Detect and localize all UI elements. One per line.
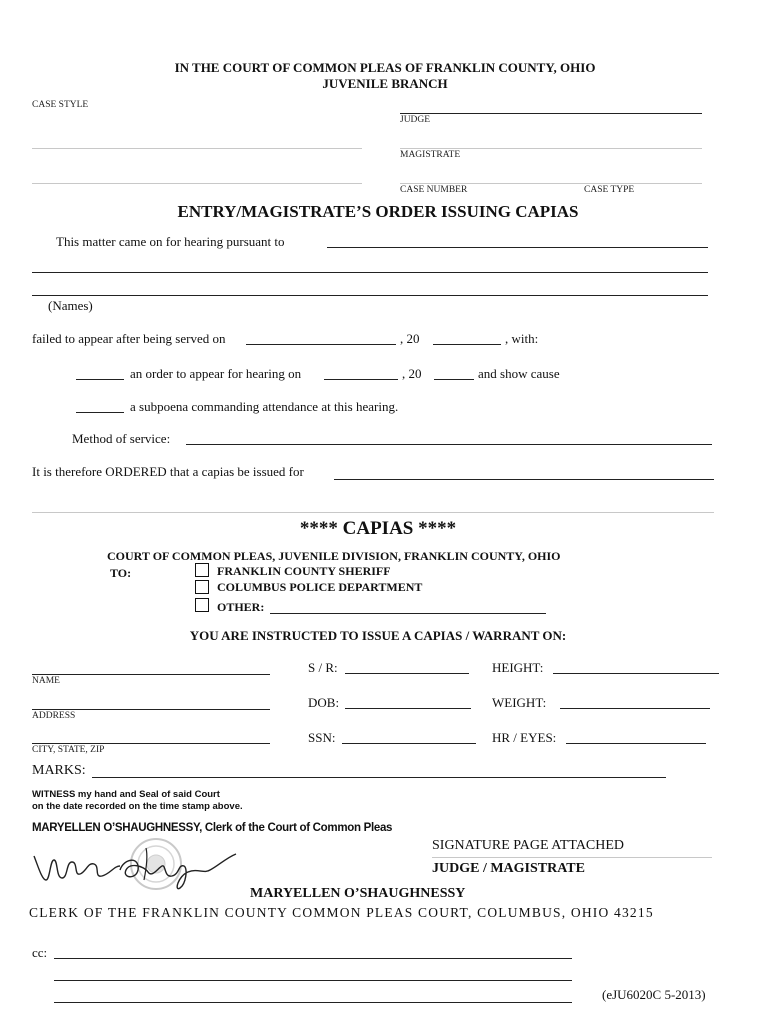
sr-label: S / R:: [308, 660, 338, 675]
ssn-line[interactable]: [342, 743, 476, 744]
served-year-line[interactable]: [433, 344, 501, 345]
names-label: (Names): [48, 298, 93, 313]
names-line-1[interactable]: [32, 272, 708, 273]
weight-label: WEIGHT:: [492, 695, 547, 710]
hearing-year-prefix: , 20: [402, 366, 422, 381]
address-line[interactable]: [32, 709, 270, 710]
name-line[interactable]: [32, 674, 270, 675]
sheriff-checkbox[interactable]: [195, 563, 209, 577]
other-checkbox[interactable]: [195, 598, 209, 612]
clerk-signature: [28, 836, 248, 896]
case-style-line-1[interactable]: [32, 148, 362, 149]
entry-title: ENTRY/MAGISTRATE’S ORDER ISSUING CAPIAS: [177, 202, 579, 221]
signature-line[interactable]: [432, 857, 712, 858]
pursuant-line[interactable]: [327, 247, 708, 248]
cc-label: cc:: [32, 945, 48, 960]
served-date-line[interactable]: [246, 344, 396, 345]
capias-title: **** CAPIAS ****: [299, 518, 457, 539]
cc-line-1[interactable]: [54, 958, 572, 959]
clerk-address: CLERK OF THE FRANKLIN COUNTY COMMON PLEAS COURT, COLUMBUS, OHIO 43215: [29, 905, 654, 920]
cc-line-3[interactable]: [54, 1002, 572, 1003]
height-line[interactable]: [553, 673, 719, 674]
method-label: Method of service:: [72, 431, 171, 446]
section-divider: [32, 512, 714, 513]
hr-eyes-label: HR / EYES:: [492, 730, 557, 745]
witness-line-1: WITNESS my hand and Seal of said Court: [32, 789, 220, 800]
police-checkbox[interactable]: [195, 580, 209, 594]
magistrate-line[interactable]: [400, 148, 702, 149]
ordered-text: It is therefore ORDERED that a capias be issued for: [32, 464, 304, 479]
subpoena-check-line[interactable]: [76, 412, 124, 413]
sr-line[interactable]: [345, 673, 469, 674]
with-text: , with:: [505, 331, 539, 346]
case-style-line-2[interactable]: [32, 183, 362, 184]
branch-heading: JUVENILE BRANCH: [322, 76, 448, 91]
show-cause-text: and show cause: [478, 366, 560, 381]
hearing-year-line[interactable]: [434, 379, 474, 380]
city-line[interactable]: [32, 743, 270, 744]
to-label: TO:: [110, 566, 132, 580]
marks-label: MARKS:: [32, 763, 86, 778]
hr-eyes-line[interactable]: [566, 743, 706, 744]
order-check-line[interactable]: [76, 379, 124, 380]
form-code: (eJU6020C 5-2013): [602, 987, 706, 1002]
court-heading: IN THE COURT OF COMMON PLEAS OF FRANKLIN COUNTY, OHIO: [174, 60, 596, 75]
method-line[interactable]: [186, 444, 712, 445]
failed-text: failed to appear after being served on: [32, 331, 226, 346]
dob-line[interactable]: [345, 708, 471, 709]
matter-text: This matter came on for hearing pursuant to: [56, 234, 285, 249]
capias-court-line: COURT OF COMMON PLEAS, JUVENILE DIVISION, FRANKLIN COUNTY, OHIO: [107, 549, 561, 563]
served-year-prefix: , 20: [400, 331, 420, 346]
case-number-line[interactable]: [400, 183, 702, 184]
option-police: COLUMBUS POLICE DEPARTMENT: [217, 580, 423, 594]
signature-role: JUDGE / MAGISTRATE: [432, 861, 585, 876]
order-text: an order to appear for hearing on: [130, 366, 302, 381]
option-other: OTHER:: [217, 600, 265, 614]
hearing-date-line[interactable]: [324, 379, 398, 380]
case-style-label: CASE STYLE: [32, 100, 89, 110]
weight-line[interactable]: [560, 708, 710, 709]
address-label: ADDRESS: [32, 711, 76, 721]
cc-line-2[interactable]: [54, 980, 572, 981]
dob-label: DOB:: [308, 695, 340, 710]
case-type-label: CASE TYPE: [584, 185, 635, 195]
case-number-label: CASE NUMBER: [400, 185, 468, 195]
ssn-label: SSN:: [308, 730, 336, 745]
judge-label: JUDGE: [400, 115, 431, 125]
clerk-line: MARYELLEN O’SHAUGHNESSY, Clerk of the Court of Common Pleas: [32, 822, 393, 834]
other-line[interactable]: [270, 613, 546, 614]
signature-attached: SIGNATURE PAGE ATTACHED: [432, 838, 625, 853]
name-label: NAME: [32, 676, 60, 686]
magistrate-label: MAGISTRATE: [400, 150, 461, 160]
capias-instruction: YOU ARE INSTRUCTED TO ISSUE A CAPIAS / WARRANT ON:: [189, 628, 567, 643]
judge-line[interactable]: [400, 113, 702, 114]
names-line-2[interactable]: [32, 295, 708, 296]
height-label: HEIGHT:: [492, 660, 544, 675]
witness-line-2: on the date recorded on the time stamp above.: [32, 801, 243, 812]
city-label: CITY, STATE, ZIP: [32, 745, 105, 755]
subpoena-text: a subpoena commanding attendance at this hearing.: [130, 399, 399, 414]
option-sheriff: FRANKLIN COUNTY SHERIFF: [217, 564, 391, 578]
marks-line[interactable]: [92, 777, 666, 778]
clerk-name: MARYELLEN O’SHAUGHNESSY: [250, 886, 466, 901]
ordered-line[interactable]: [334, 479, 714, 480]
